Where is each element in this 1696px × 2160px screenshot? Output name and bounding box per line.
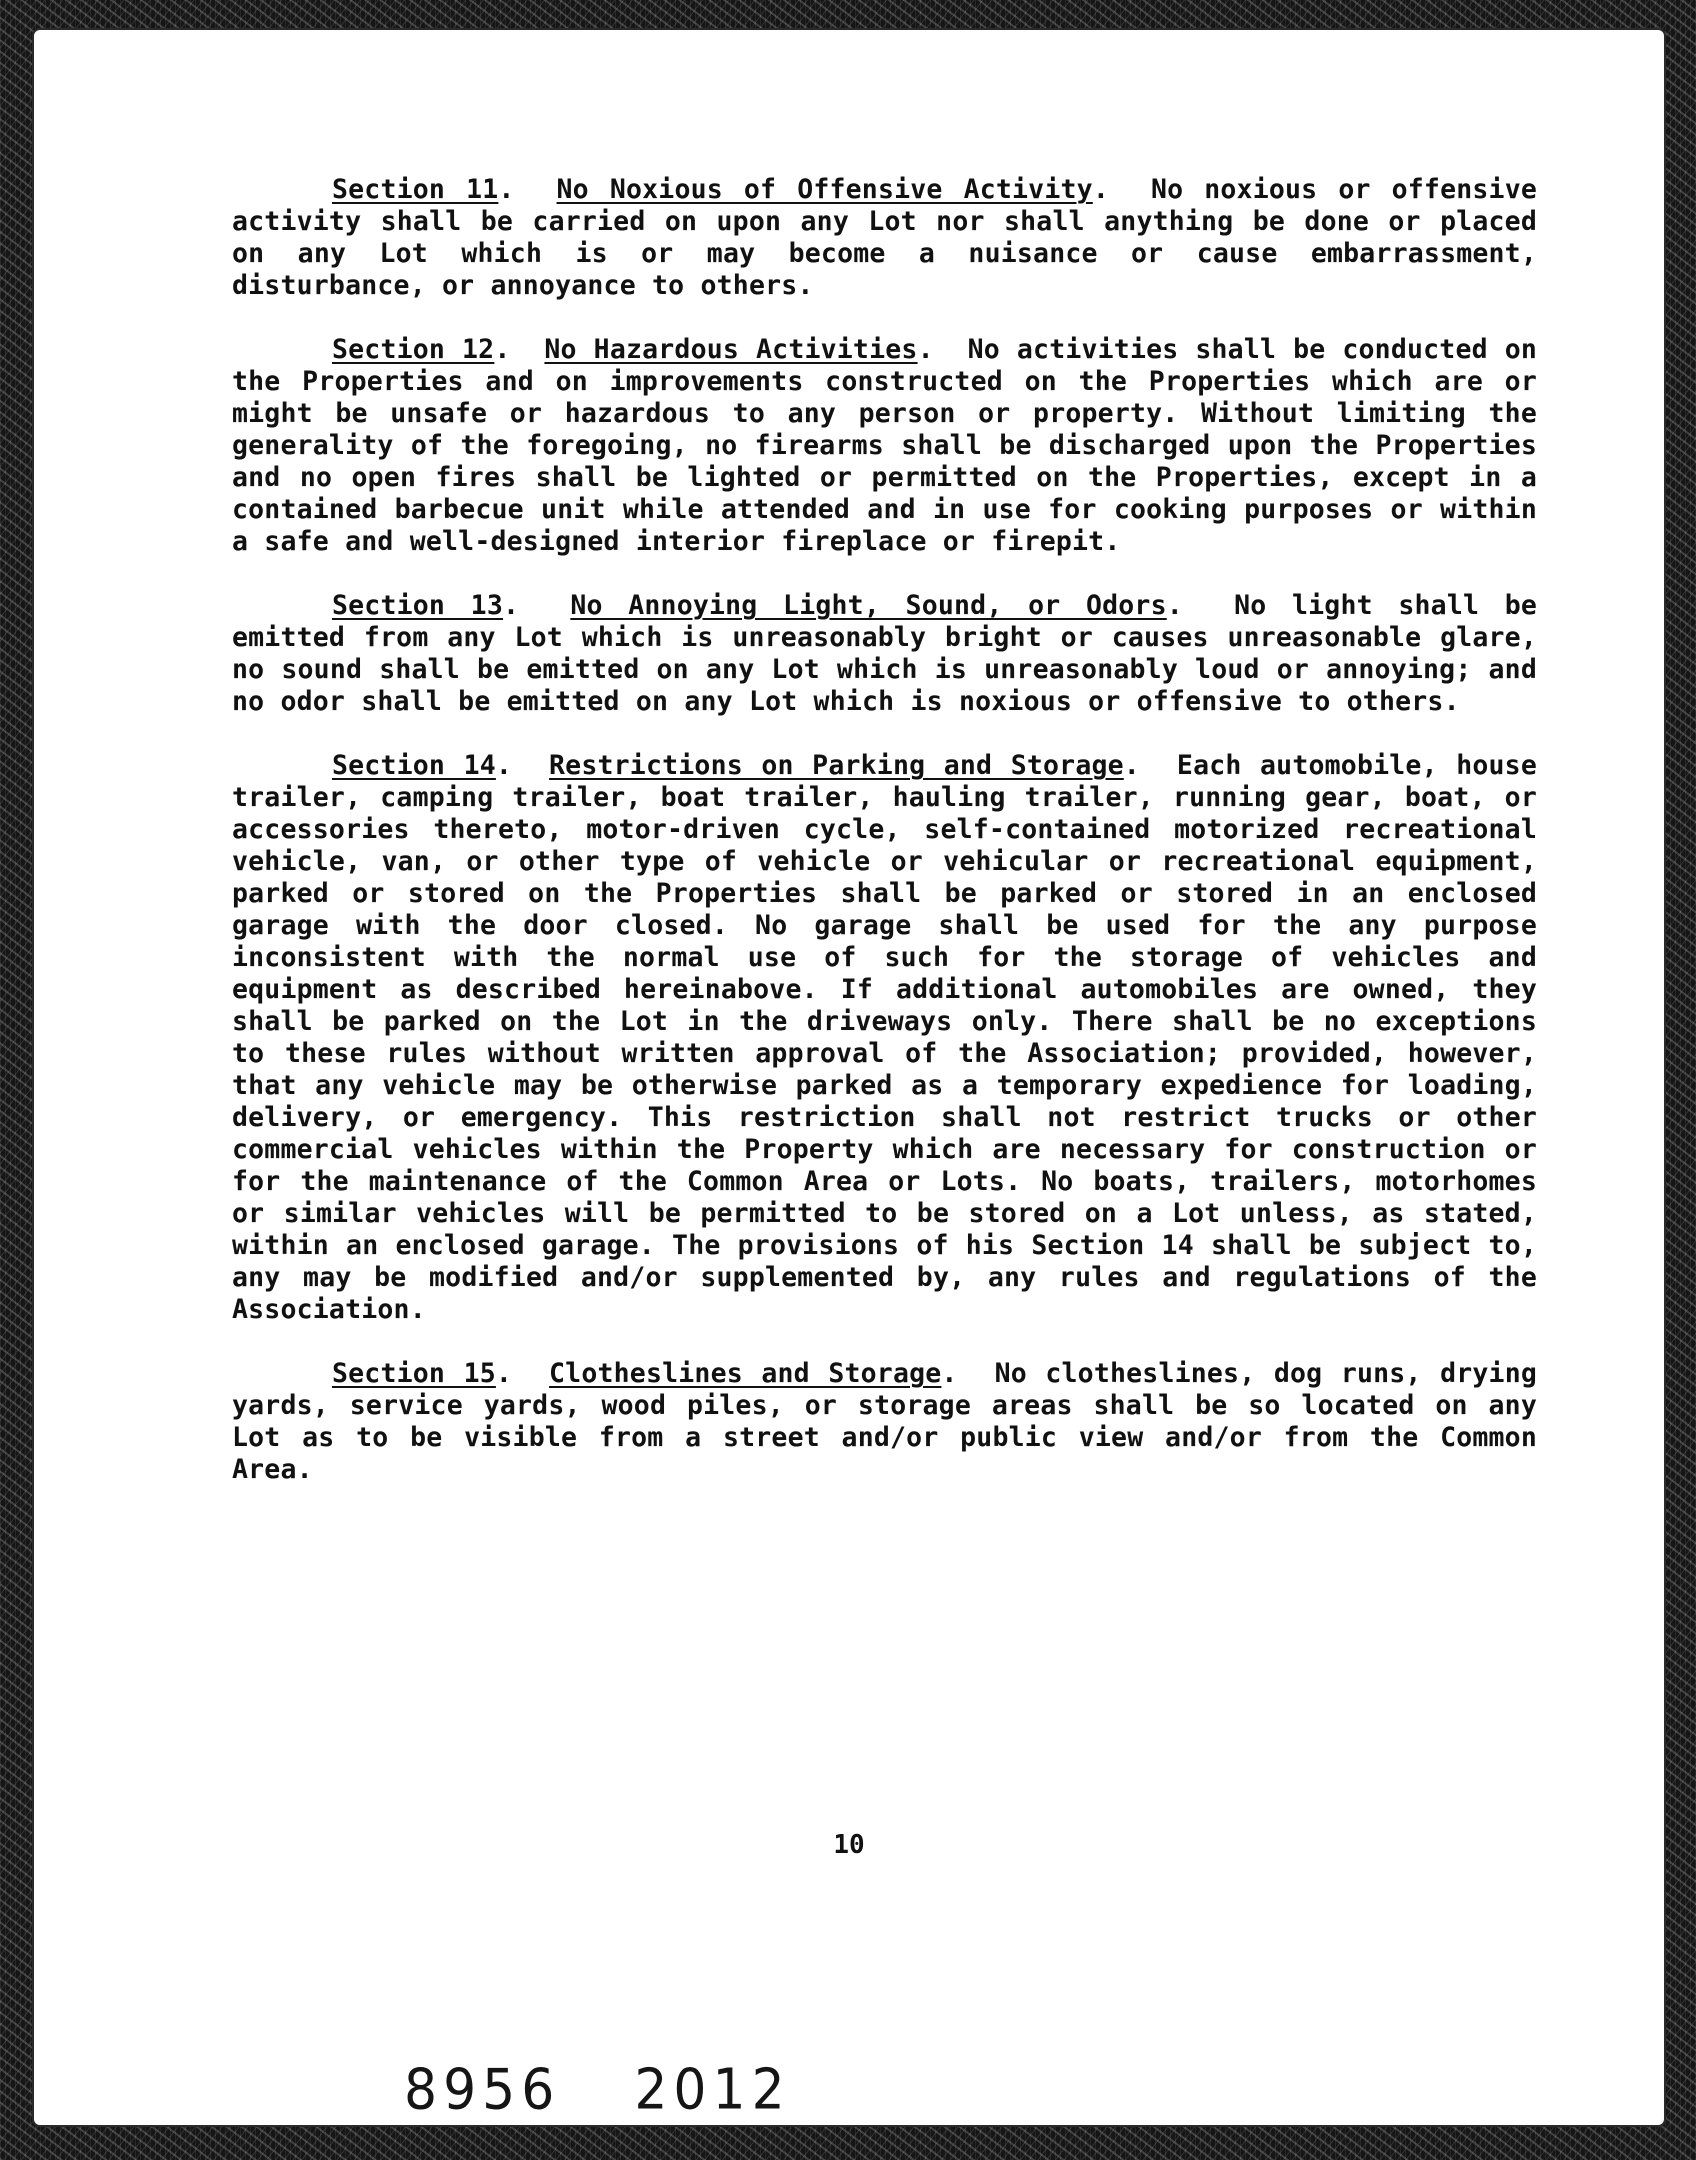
section-11: Section 11. No Noxious of Offensive Activity. No noxious or offensive activity shall be carried on upon any Lot nor shall anything be done or placed on any Lot which is or may become a nuisance or cause embarrassment, disturbance, or annoyance to others. — [232, 174, 1538, 301]
section-body: No light shall be emitted from any Lot which is unreasonably bright or causes unreasonable glare, no sound shall be emitted on any Lot which is unreasonably loud or annoying; and no odor shall be emitted on any Lot which is noxious or offensive to others. — [232, 590, 1538, 717]
recording-stamp — [404, 2058, 791, 2123]
section-number: Section 14 — [332, 750, 496, 781]
section-body: Each automobile, house trailer, camping trailer, boat trailer, hauling trailer, running gear, boat, or accessories thereto, motor-driven cycle, self-contained motorized recreational vehicle, van, or other type of vehicle or vehicular or recreational equipment, parked or stored on the Properties shall be parked or stored in an enclosed garage with the door closed. No garage shall be used for the any purpose inconsistent with the normal use of such for the storage of vehicles and equipment as described hereinabove. If additional automobiles are owned, they shall be parked on the Lot in the driveways only. There shall be no exceptions to these rules without written approval of the Association; provided, however, that any vehicle may be otherwise parked as a temporary expedience for loading, delivery, or emergency. This restriction shall not restrict trucks or other commercial vehicles within the Property which are necessary for construction or for the maintenance of the Common Area or Lots. No boats, trailers, motorhomes or similar vehicles will be permitted to be stored on a Lot unless, as stated, within an enclosed garage. The provisions of his Section 14 shall be subject to, any may be modified and/or supplemented by, any rules and regulations of the Association. — [232, 750, 1537, 1325]
section-title: No Noxious of Offensive Activity — [556, 174, 1093, 205]
section-number: Section 11 — [332, 174, 499, 205]
section-13: Section 13. No Annoying Light, Sound, or Odors. No light shall be emitted from any Lot which is unreasonably bright or causes unreasonable glare, no sound shall be emitted on any Lot which is unreasonably loud or annoying; and no odor shall be emitted on any Lot which is noxious or offensive to others. — [232, 590, 1538, 717]
section-number: Section 12 — [332, 334, 495, 365]
section-title: Clotheslines and Storage — [549, 1358, 942, 1389]
section-14: Section 14. Restrictions on Parking and Storage. Each automobile, house trailer, camping trailer, boat trailer, hauling trailer, running gear, boat, or accessories thereto, motor-driven cycle, self-contained motorized recreational vehicle, van, or other type of vehicle or vehicular or recreational equipment, parked or stored on the Properties shall be parked or stored in an enclosed garage with the door closed. No garage shall be used for the any purpose inconsistent with the normal use of such for the storage of vehicles and equipment as described hereinabove. If additional automobiles are owned, they shall be parked on the Lot in the driveways only. There shall be no exceptions to these rules without written approval of the Association; provided, however, that any vehicle may be otherwise parked as a temporary expedience for loading, delivery, or emergency. This restriction shall not restrict trucks or other commercial vehicles within the Property which are necessary for construction or for the maintenance of the Common Area or Lots. No boats, trailers, motorhomes or similar vehicles will be permitted to be stored on a Lot unless, as stated, within an enclosed garage. The provisions of his Section 14 shall be subject to, any may be modified and/or supplemented by, any rules and regulations of the Association. — [232, 750, 1537, 1325]
stamp-book-number: 8956 — [404, 2057, 561, 2123]
section-15: Section 15. Clotheslines and Storage. No clotheslines, dog runs, drying yards, service yards, wood piles, or storage areas shall be so located on any Lot as to be visible from a street and/or public view and/or from the Common Area. — [232, 1358, 1538, 1485]
section-12: Section 12. No Hazardous Activities. No activities shall be conducted on the Properties and on improvements constructed on the Properties which are or might be unsafe or hazardous to any person or property. Without limiting the generality of the foregoing, no firearms shall be discharged upon the Properties and no open fires shall be lighted or permitted on the Properties, except in a contained barbecue unit while attended and in use for cooking purposes or within a safe and well-designed interior fireplace or firepit. — [232, 334, 1538, 557]
document-body — [232, 174, 1537, 1518]
section-number: Section 13 — [332, 590, 503, 621]
page-number: 10 — [833, 1830, 865, 1860]
stamp-page-number: 2012 — [634, 2057, 791, 2123]
section-title: Restrictions on Parking and Storage — [549, 750, 1124, 781]
section-body: No noxious or offensive activity shall be carried on upon any Lot nor shall anything be done or placed on any Lot which is or may become a nuisance or cause embarrassment, disturbance, or annoyance to others. — [232, 174, 1538, 301]
section-body: No clotheslines, dog runs, drying yards, service yards, wood piles, or storage areas shall be so located on any Lot as to be visible from a street and/or public view and/or from the Common Area. — [232, 1358, 1538, 1485]
section-title: No Annoying Light, Sound, or Odors — [570, 590, 1167, 621]
section-body: No activities shall be conducted on the Properties and on improvements constructed on the Properties which are or might be unsafe or hazardous to any person or property. Without limiting the generality of the foregoing, no firearms shall be discharged upon the Properties and no open fires shall be lighted or permitted on the Properties, except in a contained barbecue unit while attended and in use for cooking purposes or within a safe and well-designed interior fireplace or firepit. — [232, 334, 1538, 557]
section-title: No Hazardous Activities — [544, 334, 918, 365]
section-number: Section 15 — [332, 1358, 496, 1389]
document-page — [34, 30, 1664, 2125]
